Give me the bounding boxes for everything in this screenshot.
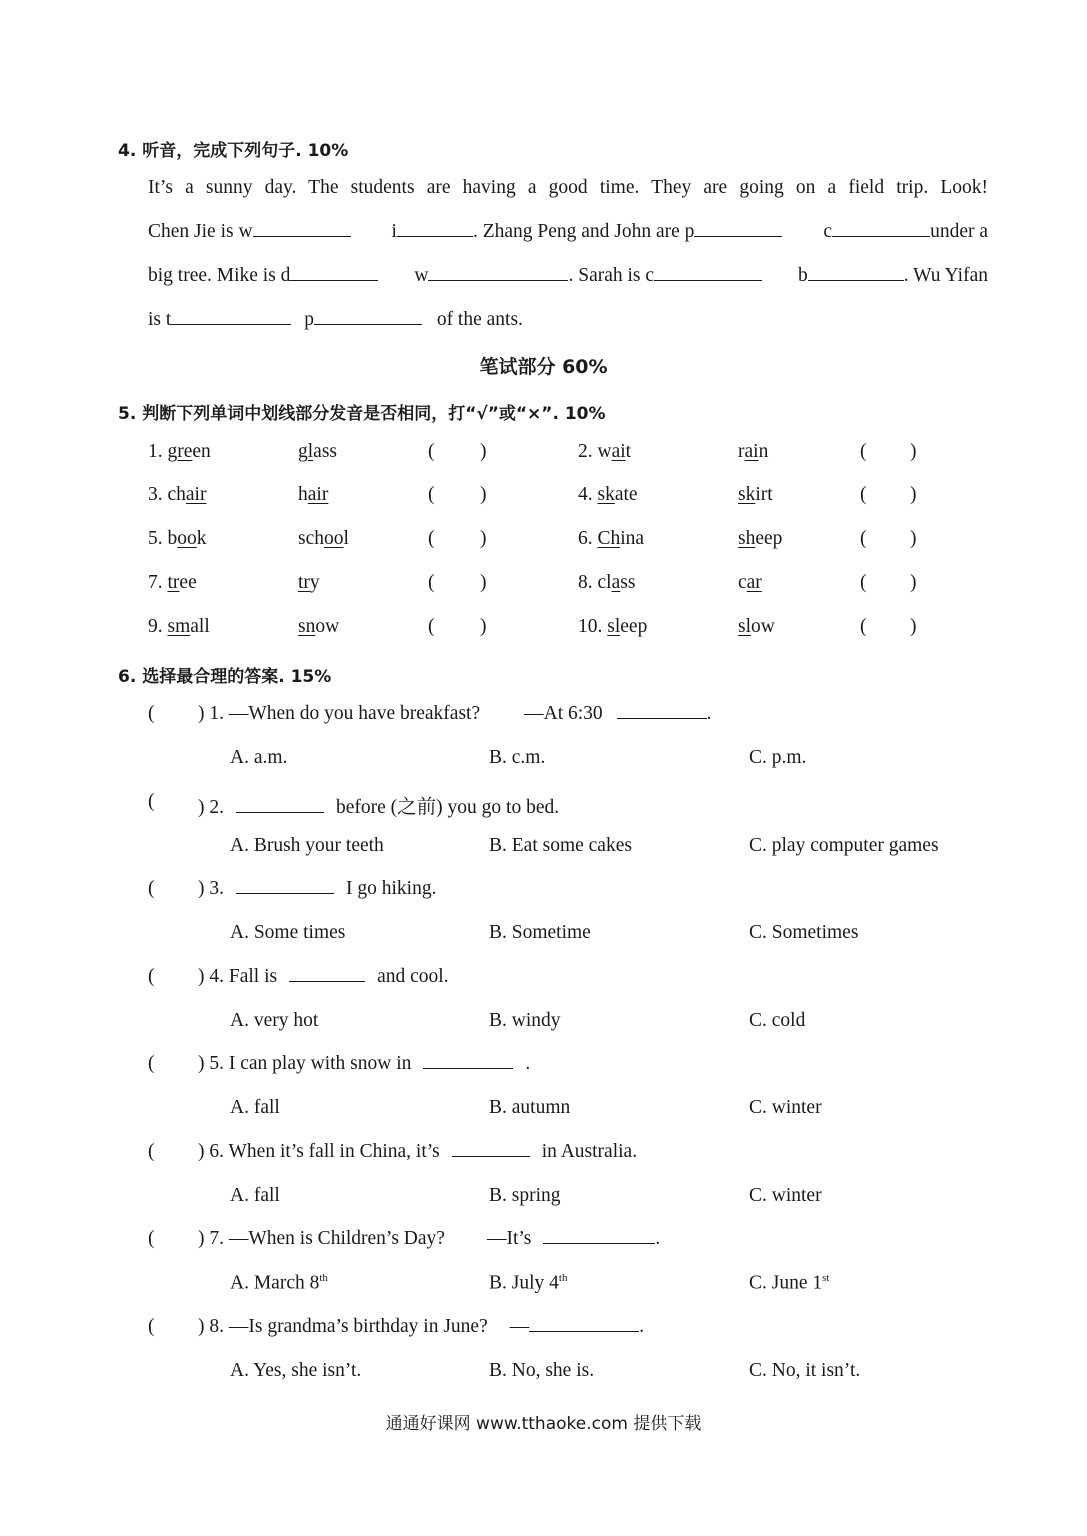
blank-input[interactable] xyxy=(423,1053,513,1069)
option-c: C. Sometimes xyxy=(749,922,859,943)
word-item: sheep xyxy=(738,528,783,549)
blank-input[interactable] xyxy=(832,221,930,237)
answer-paren-close: ) xyxy=(910,484,917,505)
passage-line-2: Chen Jie is w i . Zhang Peng and John are p c under a xyxy=(148,221,988,242)
question-text: ) 7. —When is Children’s Day? —It’s . xyxy=(198,1228,661,1249)
blank-input[interactable] xyxy=(654,265,762,281)
option-a: A. a.m. xyxy=(230,747,288,768)
option-b: B. autumn xyxy=(489,1097,571,1118)
section-6-title: 6. 选择最合理的答案. 15% xyxy=(118,667,332,687)
word-item: 9. small xyxy=(148,616,210,637)
answer-paren-open[interactable]: ( xyxy=(428,572,435,593)
answer-paren-open[interactable]: ( xyxy=(860,484,867,505)
answer-paren-close: ) xyxy=(480,528,487,549)
option-a: A. fall xyxy=(230,1097,280,1118)
option-a: A. fall xyxy=(230,1185,280,1206)
word-item: glass xyxy=(298,441,338,462)
answer-paren-open[interactable]: ( xyxy=(148,791,155,812)
answer-paren-close: ) xyxy=(480,572,487,593)
option-c: C. June 1st xyxy=(749,1272,830,1294)
word-item: skirt xyxy=(738,484,773,505)
question-text: ) 3. I go hiking. xyxy=(198,878,437,899)
word-item: slow xyxy=(738,616,775,637)
option-c: C. No, it isn’t. xyxy=(749,1360,861,1381)
blank-input[interactable] xyxy=(314,309,422,325)
answer-paren-open[interactable]: ( xyxy=(860,528,867,549)
option-c: C. p.m. xyxy=(749,747,807,768)
word-item: 6. China xyxy=(578,528,645,549)
answer-paren-close: ) xyxy=(480,484,487,505)
question-text: ) 4. Fall is and cool. xyxy=(198,966,449,987)
option-b: B. No, she is. xyxy=(489,1360,595,1381)
answer-paren-open[interactable]: ( xyxy=(428,616,435,637)
word-item: try xyxy=(298,572,320,593)
passage-line-4: is t p of the ants. xyxy=(148,309,523,330)
option-b: B. July 4th xyxy=(489,1272,568,1294)
blank-input[interactable] xyxy=(428,265,568,281)
blank-input[interactable] xyxy=(290,265,378,281)
option-c: C. winter xyxy=(749,1185,822,1206)
blank-input[interactable] xyxy=(543,1228,655,1244)
blank-input[interactable] xyxy=(529,1316,639,1332)
option-b: B. windy xyxy=(489,1010,561,1031)
answer-paren-open[interactable]: ( xyxy=(148,1053,155,1074)
answer-paren-close: ) xyxy=(480,616,487,637)
option-a: A. Brush your teeth xyxy=(230,835,384,856)
question-text: ) 6. When it’s fall in China, it’s in Australia. xyxy=(198,1141,638,1162)
blank-input[interactable] xyxy=(236,797,324,813)
word-item: snow xyxy=(298,616,340,637)
answer-paren-open[interactable]: ( xyxy=(148,966,155,987)
blank-input[interactable] xyxy=(452,1141,530,1157)
answer-paren-close: ) xyxy=(910,572,917,593)
word-item: 5. book xyxy=(148,528,207,549)
word-item: 1. green xyxy=(148,441,211,462)
option-a: A. Yes, she isn’t. xyxy=(230,1360,362,1381)
answer-paren-open[interactable]: ( xyxy=(148,1228,155,1249)
section-4-title: 4. 听音，完成下列句子. 10% xyxy=(118,141,349,161)
word-item: 7. tree xyxy=(148,572,197,593)
word-item: car xyxy=(738,572,762,593)
blank-input[interactable] xyxy=(289,966,365,982)
option-a: A. March 8th xyxy=(230,1272,328,1294)
option-c: C. cold xyxy=(749,1010,806,1031)
answer-paren-open[interactable]: ( xyxy=(428,484,435,505)
answer-paren-close: ) xyxy=(910,616,917,637)
question-text: ) 2. before (之前) you go to bed. xyxy=(198,797,560,818)
option-b: B. spring xyxy=(489,1185,561,1206)
passage-line-1 xyxy=(148,177,988,199)
question-text: ) 5. I can play with snow in . xyxy=(198,1053,531,1074)
option-b: B. c.m. xyxy=(489,747,546,768)
answer-paren-open[interactable]: ( xyxy=(860,616,867,637)
question-text: ) 8. —Is grandma’s birthday in June? — . xyxy=(198,1316,645,1337)
answer-paren-open[interactable]: ( xyxy=(148,1141,155,1162)
question-text: ) 1. —When do you have breakfast? —At 6:30 . xyxy=(198,703,712,724)
answer-paren-close: ) xyxy=(910,441,917,462)
word-item: 8. class xyxy=(578,572,636,593)
option-c: C. winter xyxy=(749,1097,822,1118)
blank-input[interactable] xyxy=(171,309,291,325)
blank-input[interactable] xyxy=(617,703,707,719)
option-b: B. Eat some cakes xyxy=(489,835,632,856)
answer-paren-open[interactable]: ( xyxy=(148,703,155,724)
word-item: 2. wait xyxy=(578,441,632,462)
blank-input[interactable] xyxy=(236,878,334,894)
word-item: 10. sleep xyxy=(578,616,648,637)
word-item: school xyxy=(298,528,349,549)
written-part-title: 笔试部分 60% xyxy=(479,356,608,378)
answer-paren-open[interactable]: ( xyxy=(428,441,435,462)
passage-text: It’s a sunny day. The students are having a good time. They are going on a field trip. Look! xyxy=(148,177,988,198)
blank-input[interactable] xyxy=(253,221,351,237)
answer-paren-open[interactable]: ( xyxy=(428,528,435,549)
footer-text: 通通好课网 www.tthaoke.com 提供下载 xyxy=(385,1414,702,1434)
blank-input[interactable] xyxy=(694,221,782,237)
option-b: B. Sometime xyxy=(489,922,591,943)
blank-input[interactable] xyxy=(808,265,904,281)
answer-paren-close: ) xyxy=(480,441,487,462)
passage-line-3: big tree. Mike is d w . Sarah is c b . Wu Yifan xyxy=(148,265,988,286)
answer-paren-open[interactable]: ( xyxy=(860,572,867,593)
word-item: 3. chair xyxy=(148,484,207,505)
option-a: A. Some times xyxy=(230,922,346,943)
option-c: C. play computer games xyxy=(749,835,939,856)
blank-input[interactable] xyxy=(397,221,473,237)
word-item: 4. skate xyxy=(578,484,638,505)
section-5-title: 5. 判断下列单词中划线部分发音是否相同，打“√”或“×”. 10% xyxy=(118,404,606,424)
answer-paren-open[interactable]: ( xyxy=(148,878,155,899)
answer-paren-open[interactable]: ( xyxy=(860,441,867,462)
word-item: hair xyxy=(298,484,329,505)
answer-paren-open[interactable]: ( xyxy=(148,1316,155,1337)
answer-paren-close: ) xyxy=(910,528,917,549)
option-a: A. very hot xyxy=(230,1010,319,1031)
word-item: rain xyxy=(738,441,769,462)
